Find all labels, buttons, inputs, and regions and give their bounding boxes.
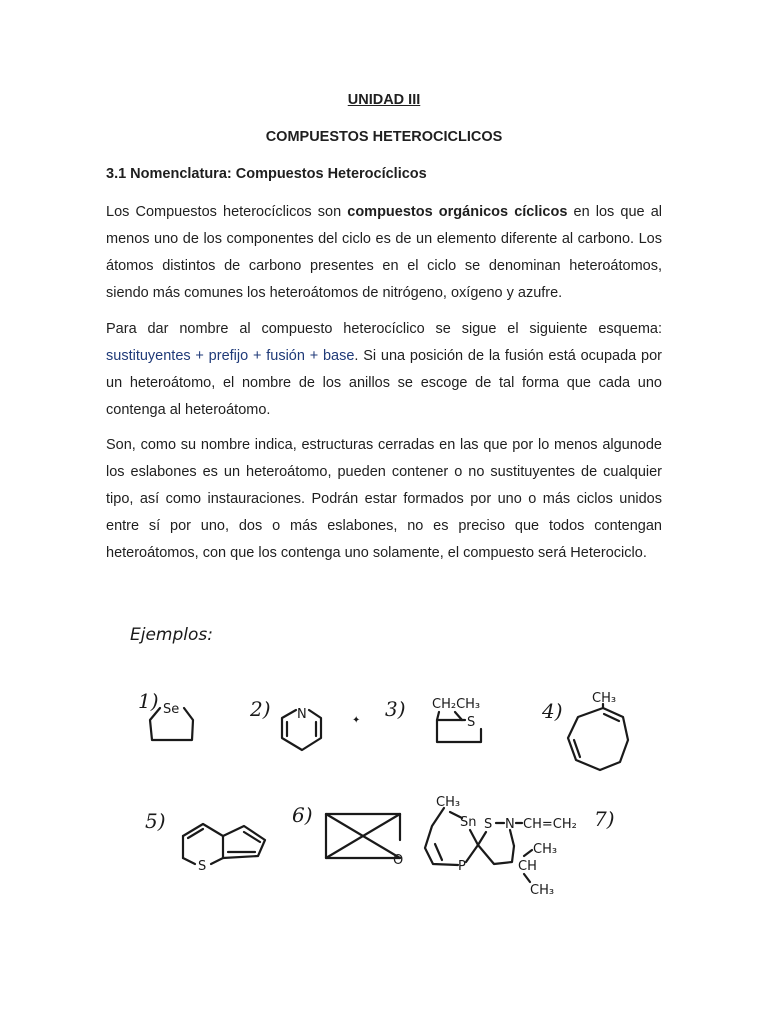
- ring-bonds: [568, 704, 628, 770]
- atom-label: CH=CH₂: [523, 817, 577, 832]
- atom-label: O: [393, 853, 404, 868]
- paragraph-text: en los que al menos uno de los componentes del ciclo es de un elemento diferente al carbono. Los átomos distintos de carbono presentes en el ciclo se denominan heteroátomos, siendo más comunes los heteroátomos de nitrógeno, oxígeno y azufre.: [106, 204, 663, 301]
- double-bond: [244, 832, 260, 842]
- atom-label: CH₃: [592, 691, 617, 706]
- stray-mark: ✦: [352, 715, 361, 726]
- paragraph-text: . Si una posición de la fusión está ocupada por un heteroátomo, el nombre de los anillos se escoge de tal forma que cada uno contenga al heteroátomo.: [106, 348, 662, 418]
- example-6-oxaspiro: [292, 803, 403, 868]
- atom-label: Sn: [460, 815, 477, 830]
- ring-bond: [466, 845, 478, 862]
- paragraph-text: Para dar nombre al compuesto heterocíclico se sigue el siguiente esquema:: [106, 321, 662, 337]
- atom-label: N: [297, 707, 307, 722]
- substituent-bond: [455, 712, 462, 720]
- example-number: 7): [594, 807, 615, 831]
- atom-label: S: [467, 715, 476, 730]
- atom-label: S: [484, 817, 493, 832]
- example-number: 2): [250, 697, 271, 721]
- example-number: 5): [145, 809, 166, 833]
- naming-scheme: sustituyentes + prefijo + fusión + base: [106, 348, 355, 364]
- double-bond: [188, 829, 203, 838]
- substituent-bond: [524, 850, 532, 856]
- atom-label: CH₂CH₃: [432, 697, 481, 712]
- atom-label: CH₃: [436, 795, 461, 810]
- examples-figure: [0, 600, 768, 1024]
- atom-label: CH₃: [533, 842, 558, 857]
- atom-label: Se: [163, 702, 180, 717]
- section-heading: 3.1 Nomenclatura: Compuestos Heterocíclicos: [106, 166, 427, 182]
- example-1-selenolane: [138, 689, 193, 740]
- ring-bond: [510, 830, 514, 846]
- spiro-ring: [478, 832, 514, 864]
- paragraph-text: Los Compuestos heterocíclicos son: [106, 204, 348, 220]
- atom-label: CH: [518, 859, 537, 874]
- atom-label: P: [458, 859, 466, 874]
- atom-label: CH₃: [530, 883, 555, 898]
- example-2-dihydropyridine: [249, 697, 360, 750]
- bold-term: compuestos orgánicos cíclicos: [347, 204, 568, 220]
- atom-label: N: [505, 817, 515, 832]
- substituent-bond: [524, 874, 530, 882]
- examples-heading: Ejemplos:: [130, 625, 213, 645]
- example-5-fused-thiopyran: [145, 809, 265, 874]
- example-4-methylcycloheptadiene: [541, 691, 628, 770]
- example-7-spiro-compound: [425, 795, 615, 898]
- example-3-ethylthietane: [385, 697, 481, 742]
- double-bond: [435, 844, 442, 860]
- example-number: 4): [542, 699, 563, 723]
- example-number: 6): [292, 803, 313, 827]
- main-title: COMPUESTOS HETEROCICLICOS: [265, 129, 503, 145]
- paragraph-description: Son, como su nombre indica, estructuras cerradas en las que por lo menos algunode los eslabones es un heteroátomo, pueden contener o no sustituyentes de cualquier tipo, así como instauraciones. Podrán estar formados por uno o más ciclos unidos entre sí por uno, dos o más eslabones, no es preciso que todos contengan heteroátomos, con que los contenga uno solamente, el compuesto será Heterociclo.: [106, 437, 662, 561]
- paragraph-definition: [106, 199, 662, 307]
- atom-label: S: [198, 859, 207, 874]
- example-number: 3): [385, 697, 406, 721]
- unit-title: UNIDAD III: [347, 92, 421, 108]
- paragraph-nomenclature: [106, 316, 662, 424]
- example-number: 1): [138, 689, 159, 713]
